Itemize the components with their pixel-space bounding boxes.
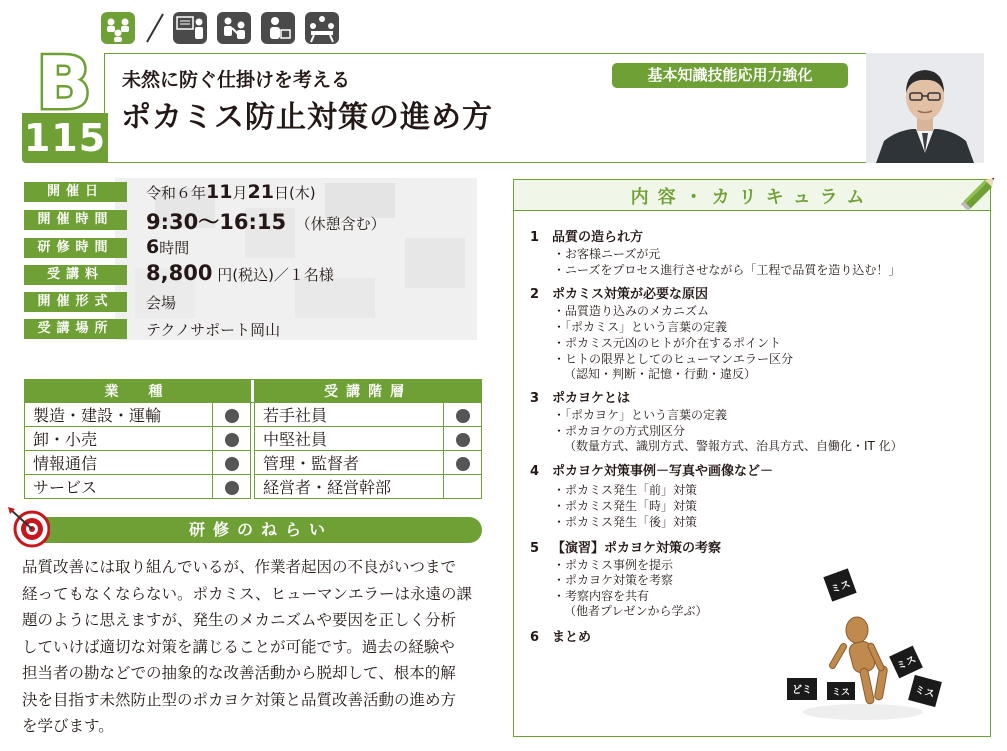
time-label: 開催時間 <box>24 210 127 230</box>
separator-slash-icon <box>141 10 169 46</box>
curriculum-title: 内容・カリキュラム <box>630 187 874 208</box>
course-subtitle: 未然に防ぐ仕掛けを考える <box>122 69 351 91</box>
section-number: 6 <box>530 630 540 645</box>
curriculum-item: ・ポカヨケの方式別区分 <box>553 424 686 438</box>
tile-text: ミス <box>831 688 851 698</box>
mistake-illustration <box>765 562 955 727</box>
mark-dot-icon <box>225 481 239 495</box>
curriculum-item: ・ポカミス事例を提示 <box>553 558 674 572</box>
level-mark <box>444 451 482 475</box>
curriculum-item: ・ポカミス発生「時」対策 <box>553 499 698 513</box>
individual-work-icon <box>261 12 295 44</box>
mark-dot-icon <box>456 409 470 423</box>
time-value <box>146 206 386 236</box>
industry-mark <box>213 475 251 499</box>
format-value: 会場 <box>146 294 177 312</box>
section-number: 3 <box>530 391 540 406</box>
section-number: 1 <box>530 230 540 245</box>
industry-header: 業 種 <box>25 380 251 403</box>
curriculum-item: （認知・判断・記憶・行動・違反） <box>564 367 757 381</box>
aim-body <box>22 554 484 740</box>
section-number: 5 <box>530 541 540 556</box>
curriculum-item: ・ポカヨケ対策を考察 <box>553 573 674 587</box>
tile-text: どミ <box>792 685 812 696</box>
level-cell: 経営者・経営幹部 <box>255 475 444 499</box>
curriculum-item: ・品質造り込みのメカニズム <box>553 304 710 318</box>
pencil-icon <box>958 172 1002 212</box>
industry-mark <box>213 451 251 475</box>
hours-value <box>146 236 189 258</box>
fee-label: 受講料 <box>24 265 127 285</box>
fee-amount: 8,800 <box>146 261 213 285</box>
course-number: 115 <box>23 116 107 160</box>
aim-title: 研修のねらい <box>188 520 333 539</box>
industry-cell: 製造・建設・運輸 <box>25 403 213 427</box>
curriculum-item: ・考察内容を共有 <box>553 589 650 603</box>
hours-number: 6 <box>146 236 160 258</box>
format-label: 開催形式 <box>24 292 127 312</box>
date-value <box>146 181 316 203</box>
target-table <box>24 379 482 499</box>
curriculum-item: ・ポカミス発生「前」対策 <box>553 483 698 497</box>
industry-cell: 卸・小売 <box>25 427 213 451</box>
curriculum-item: ・お客様ニーズが元 <box>553 247 661 261</box>
curriculum-section-3 <box>530 387 630 406</box>
table-row <box>25 475 482 499</box>
date-label: 開催日 <box>24 182 127 202</box>
curriculum-section-1 <box>530 226 643 245</box>
curriculum-item: ・ポカミス元凶のヒトが介在するポイント <box>553 336 782 350</box>
section-title: 【演習】ポカヨケ対策の考察 <box>552 541 722 556</box>
table-header-row <box>25 380 482 403</box>
aim-line: 品質改善には取り組んでいるが、作業者起因の不良がいつまで <box>22 558 457 576</box>
level-mark-empty <box>444 475 482 499</box>
tile-text: ミス <box>895 654 919 673</box>
target-icon <box>6 505 50 549</box>
fee-value <box>146 261 334 285</box>
level-mark <box>444 403 482 427</box>
time-range: 9:30～16:15 <box>146 210 287 234</box>
aim-line: を学びます。 <box>22 717 114 735</box>
instructor-photo <box>866 53 984 163</box>
level-mark <box>444 427 482 451</box>
level-header: 受講階層 <box>255 380 482 403</box>
date-day: 21 <box>247 181 274 203</box>
mark-dot-icon <box>225 433 239 447</box>
course-title: ポカミス防止対策の進め方 <box>121 100 493 135</box>
industry-mark <box>213 403 251 427</box>
svg-text:B: B <box>36 50 92 112</box>
mark-dot-icon <box>225 409 239 423</box>
aim-line: 経ってもなくならない。ポカミス、ヒューマンエラーは永遠の課 <box>22 584 472 603</box>
level-cell: 中堅社員 <box>255 427 444 451</box>
category-badge: 基本知識技能応用力強化 <box>612 63 848 88</box>
date-month: 11 <box>206 181 233 203</box>
curriculum-section-5 <box>530 537 721 556</box>
mark-dot-icon <box>456 457 470 471</box>
section-title: ポカヨケとは <box>552 391 631 406</box>
curriculum-item: ・「ポカミス」という言葉の定義 <box>553 320 728 334</box>
fee-unit: 円(税込)／１名様 <box>217 266 334 284</box>
venue-label: 受講場所 <box>24 319 127 339</box>
course-letter <box>28 50 100 112</box>
lecture-icon <box>173 12 207 44</box>
section-number: 4 <box>530 464 540 479</box>
aim-line: 担当者の勘などでの抽象的な改善活動から脱却して、根本的解 <box>22 664 456 682</box>
practice-icon <box>217 12 251 44</box>
curriculum-item: ・ポカミス発生「後」対策 <box>553 515 698 529</box>
industry-cell: サービス <box>25 475 213 499</box>
tile-text: ミス <box>913 684 936 701</box>
curriculum-item: ・ヒトの限界としてのヒューマンエラー区分 <box>553 352 794 366</box>
curriculum-item: （他者プレゼンから学ぶ） <box>564 604 708 618</box>
mark-dot-icon <box>225 457 239 471</box>
group-study-icon <box>101 12 135 44</box>
date-day-unit: 日(木) <box>273 184 316 202</box>
curriculum-item: ・「ポカヨケ」という言葉の定義 <box>553 408 728 422</box>
industry-cell: 情報通信 <box>25 451 213 475</box>
section-title: ポカミス対策が必要な原因 <box>552 287 709 302</box>
curriculum-section-2 <box>530 283 708 302</box>
industry-mark <box>213 427 251 451</box>
date-month-unit: 月 <box>232 184 248 202</box>
level-cell: 管理・監督者 <box>255 451 444 475</box>
section-title: 品質の造られ方 <box>552 230 644 245</box>
tile-text: ミス <box>829 578 853 596</box>
curriculum-section-6 <box>530 626 591 645</box>
date-prefix: 令和６年 <box>146 184 207 202</box>
venue-value: テクノサポート岡山 <box>146 321 281 339</box>
discussion-icon <box>305 12 339 44</box>
section-number: 2 <box>530 287 540 302</box>
curriculum-item: ・ニーズをプロセス進行させながら「工程で品質を造り込む！」 <box>553 263 901 277</box>
aim-line: していけば適切な対策を講じることが可能です。過去の経験や <box>22 637 455 656</box>
aim-line: 題のように思えますが、発生のメカニズムや要因を正しく分析 <box>22 611 457 629</box>
hours-label: 研修時間 <box>24 238 127 258</box>
level-cell: 若手社員 <box>255 403 444 427</box>
table-row <box>25 427 482 451</box>
time-note: （休憩含む） <box>295 215 386 233</box>
hours-unit: 時間 <box>159 239 190 257</box>
aim-line: 決を目指す未然防止型のポカヨケ対策と品質改善活動の進め方 <box>22 690 457 709</box>
mark-dot-icon <box>456 433 470 447</box>
section-title: ポカヨケ対策事例－写真や画像など－ <box>552 464 774 479</box>
table-row <box>25 451 482 475</box>
section-title: まとめ <box>552 630 592 645</box>
curriculum-item: （数量方式、識別方式、警報方式、治具方式、自働化・IT 化） <box>564 439 903 453</box>
curriculum-section-4 <box>530 460 773 479</box>
table-row <box>25 403 482 427</box>
